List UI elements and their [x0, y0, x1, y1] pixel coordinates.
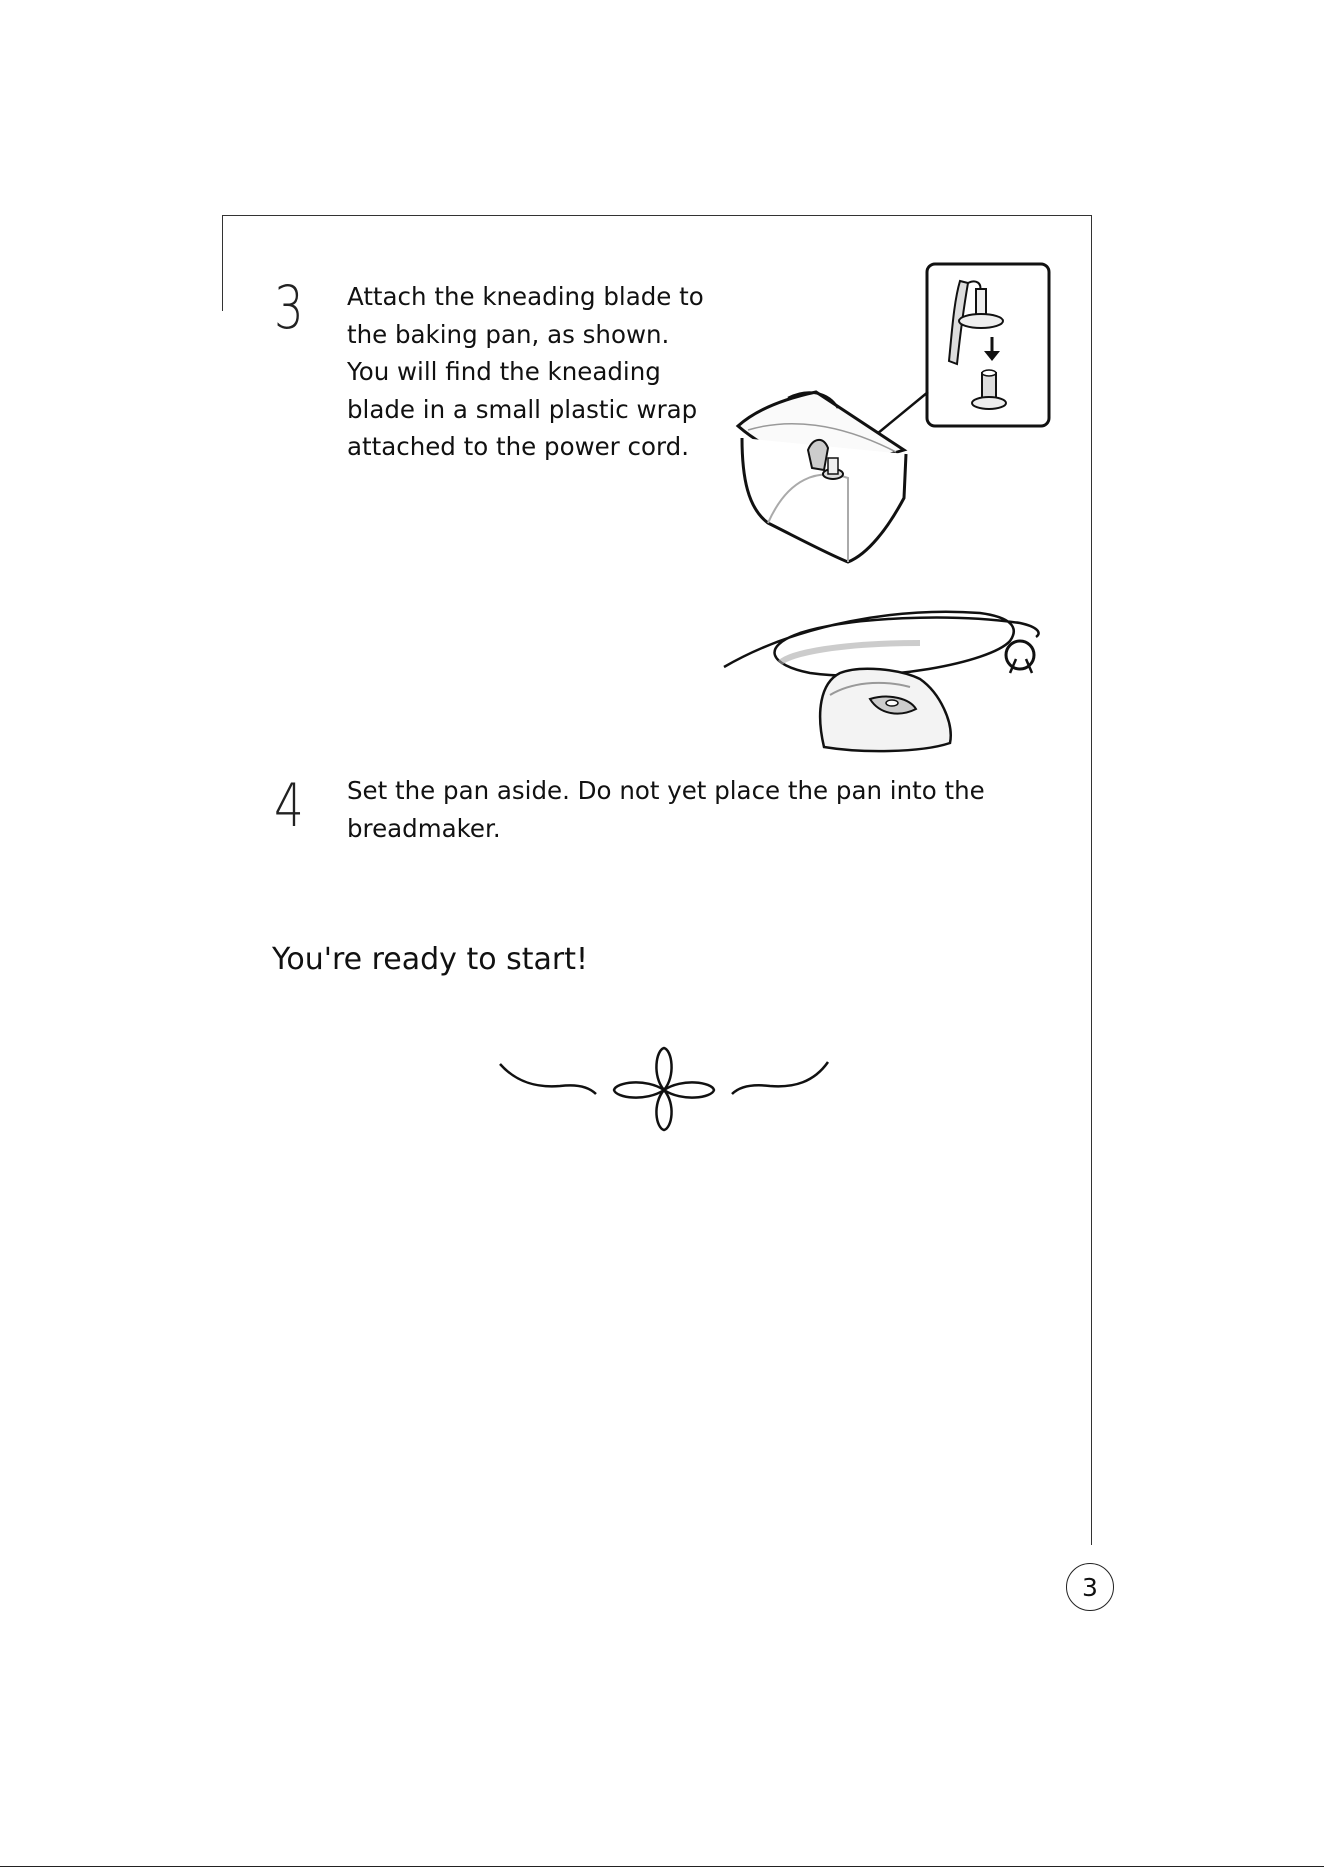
step-4-text: Set the pan aside. Do not yet place the pan into the breadmaker.: [347, 776, 985, 843]
power-cord-with-wrap-icon: [720, 603, 1050, 758]
closing-heading: You're ready to start!: [272, 942, 589, 977]
decorative-flourish-icon: [496, 1042, 832, 1134]
step-3-number: 3: [274, 273, 304, 343]
baking-pan-with-blade-icon: [728, 378, 944, 570]
page-number: 3: [1066, 1563, 1114, 1611]
bottom-edge-rule: [0, 1866, 1324, 1867]
frame-top-rule: [222, 215, 1092, 216]
step-4-number: 4: [274, 771, 304, 841]
frame-left-rule: [222, 215, 223, 311]
frame-right-rule: [1091, 215, 1092, 1545]
step-3-text: Attach the kneading blade to the baking pan, as shown. You will find the kneading blade in a small plastic wrap attached to the power cord.: [347, 282, 704, 461]
